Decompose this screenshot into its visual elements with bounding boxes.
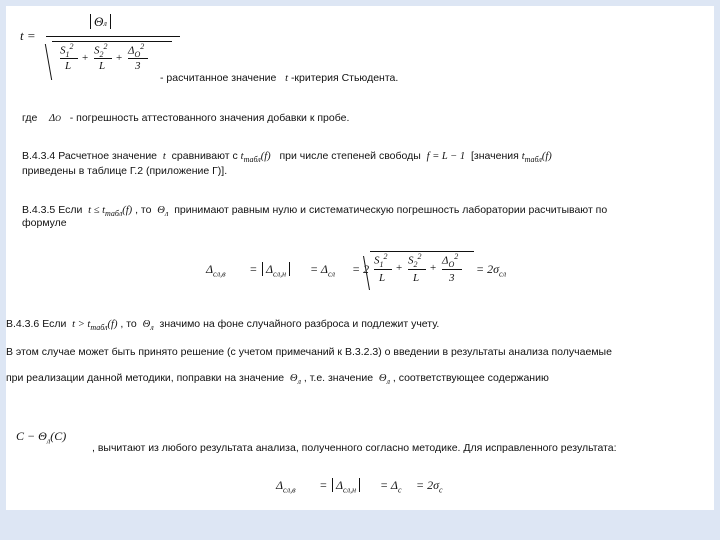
paragraph-b435: В.4.3.5 Если $t \le t_{табл}(f)$ , то $\Theta_л$ принимают равным нулю и систематическую погрешность лаборатории расчитывают по bbox=[22, 204, 608, 219]
fraction-bar bbox=[46, 36, 180, 37]
formula-corrected-result: $\Delta_{сл,в}$ = $\Delta_{сл,н}$ = $\Delta_с$ = $2\sigma_с$ bbox=[276, 478, 443, 495]
paragraph-b436: В.4.3.6 Если $t > t_{табл}(f)$ , то $\Theta_л$ значимо на фоне случайного разброса и подлежит учету. bbox=[6, 318, 440, 333]
paragraph-correction-line2: при реализации данной методики, поправки на значение $\Theta_л$ , т.е. значение $\Theta_л$ , соответствующее содержанию bbox=[6, 372, 549, 387]
paragraph-b434: В.4.3.4 Расчетное значение t сравнивают с $t_{табл}(f)$ при числе степеней свободы f = L − 1 [значения $t_{табл}(f)$ bbox=[22, 150, 552, 165]
correction-text: , вычитают из любого результата анализа, полученного согласно методике. Для исправленного результата: bbox=[92, 442, 617, 454]
paragraph-b434-line2: приведены в таблице Г.2 (приложение Г)]. bbox=[22, 165, 228, 177]
formula-systematic-error: $\Delta_{сл,в}$ = $\Delta_{сл,н}$ = $\Delta_{сл}$ = 2 $S_1^2$ L + $S_2^2$ L + $\Delta_О^2$ 3 = $2\sigma_{сл}$ bbox=[206, 242, 526, 294]
bottom-band bbox=[0, 510, 720, 540]
line-calculated-value: - расчитанное значение t -критерия Стьюдента. bbox=[160, 72, 399, 84]
document-page bbox=[6, 6, 714, 510]
correction-formula: $C - \Theta_л(C)$ bbox=[16, 429, 67, 446]
formula-t-student: t = Θл $S_1^2$ L + $S_2^2$ L + $\Delta_О^2$ 3 bbox=[20, 14, 180, 82]
formula1-numerator: Θл bbox=[90, 14, 111, 30]
sqrt-sign bbox=[45, 44, 52, 80]
paragraph-b435-line2: формуле bbox=[22, 217, 67, 229]
line-where-delta: где ΔО - погрешность аттестованного значения добавки к пробе. bbox=[22, 112, 350, 124]
paragraph-correction-line1: В этом случае может быть принято решение (с учетом примечаний к В.3.2.3) о введении в результаты анализа получаемые bbox=[6, 346, 612, 358]
